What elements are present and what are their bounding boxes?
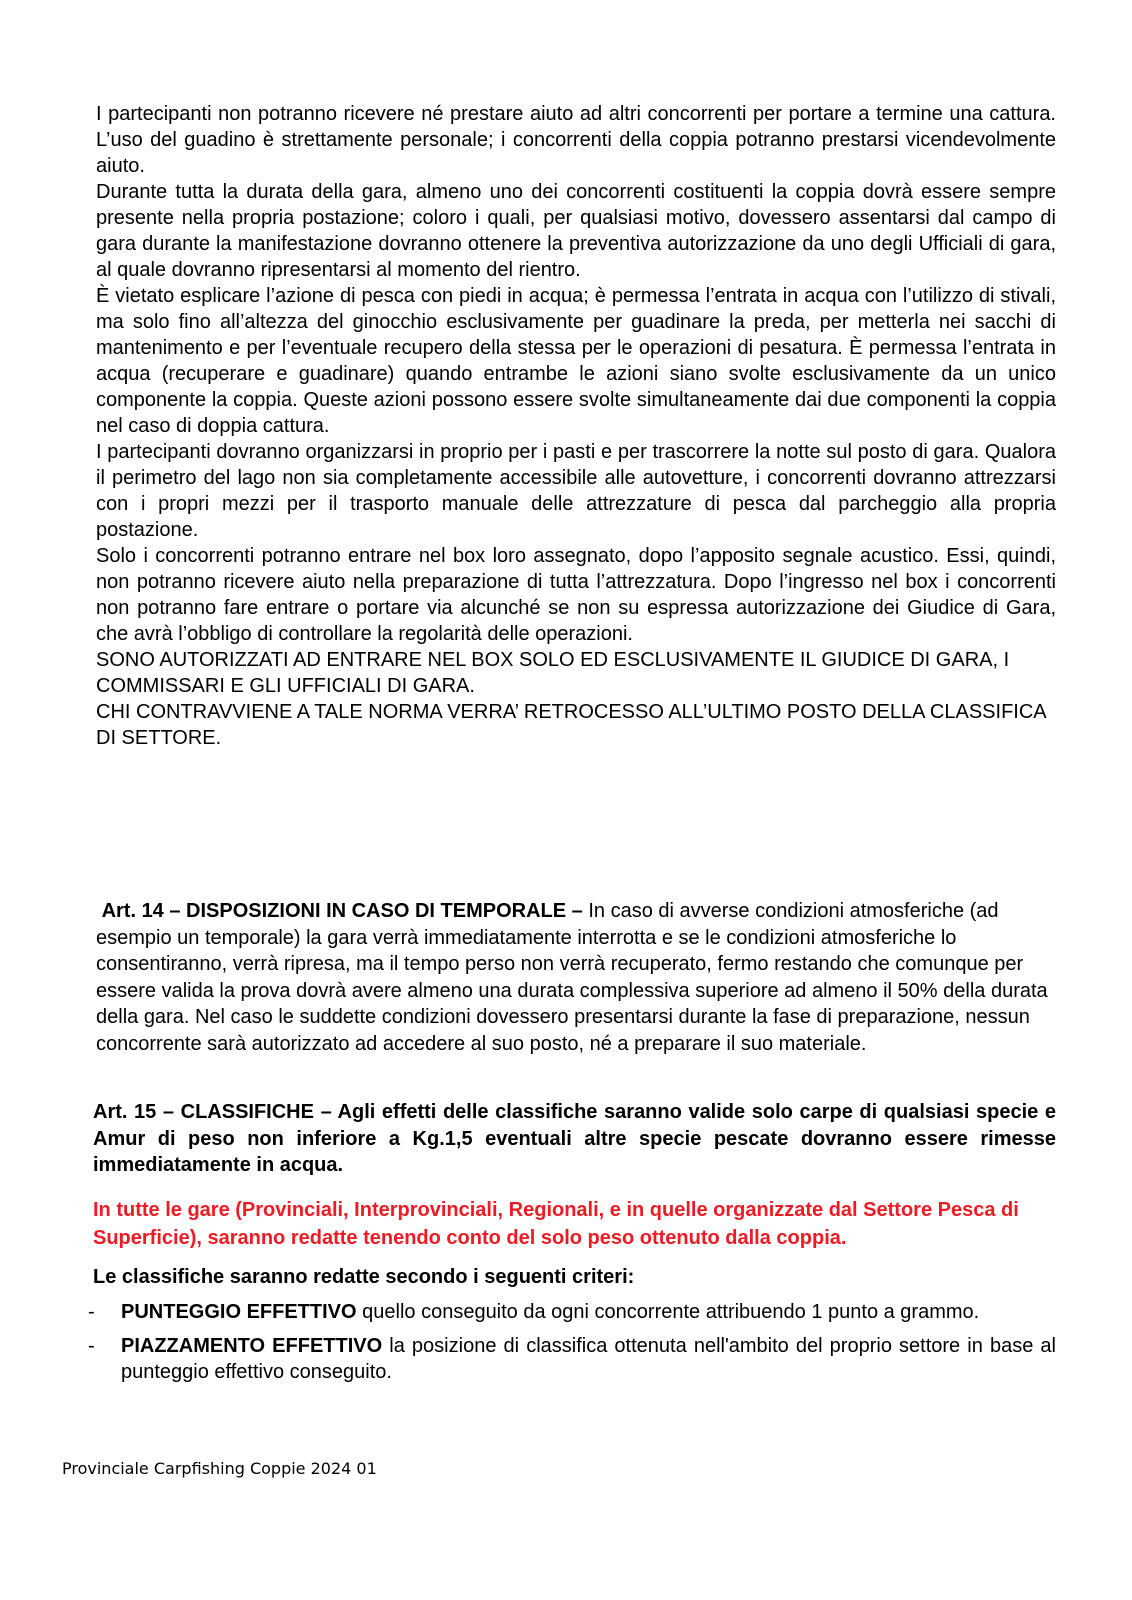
page-footer: Provinciale Carpfishing Coppie 2024 01: [62, 1459, 377, 1478]
paragraph-box-entry: Solo i concorrenti potranno entrare nel box loro assegnato, dopo l’apposito segnale acustico. Essi, quindi, non potranno ricevere aiuto nella preparazione di tutta l’attrezzatura. Dopo l’ingresso nel box i concorrenti non potranno fare entrare o portare via alcunché se non su espressa autorizzazione dei Giudice di Gara, che avrà l’obbligo di controllare la regolarità delle operazioni.: [96, 545, 1056, 645]
criteria-text: quello conseguito da ogni concorrente attribuendo 1 punto a grammo.: [356, 1301, 980, 1323]
regulation-body: [96, 101, 1056, 751]
paragraph-presence: Durante tutta la durata della gara, almeno uno dei concorrenti costituenti la coppia dovrà essere sempre presente nella propria postazione; coloro i quali, per qualsiasi motivo, dovessero assentarsi dal campo di gara durante la manifestazione dovranno ottenere la preventiva autorizzazione da uno degli Ufficiali di gara, al quale dovranno ripresentarsi al momento del rientro.: [96, 181, 1056, 281]
paragraph-assistance: I partecipanti non potranno ricevere né prestare aiuto ad altri concorrenti per portare a termine una cattura. L’uso del guadino è strettamente personale; i concorrenti della coppia potranno prestarsi vicendevolmente aiuto.: [96, 103, 1056, 177]
criteria-term: PIAZZAMENTO EFFETTIVO: [121, 1335, 383, 1357]
paragraph-penalty-caps: CHI CONTRAVVIENE A TALE NORMA VERRA’ RETROCESSO ALL’ULTIMO POSTO DELLA CLASSIFICA DI SETTORE.: [96, 701, 1046, 749]
criteria-text: la posizione di classifica ottenuta nell'ambito del proprio settore in base al punteggio effettivo conseguito.: [121, 1335, 1056, 1383]
red-notice: In tutte le gare (Provinciali, Interprovinciali, Regionali, e in quelle organizzate dal Settore Pesca di Superficie), saranno redatte tenendo conto del solo peso ottenuto dalla coppia.: [93, 1199, 1019, 1249]
list-dash: -: [88, 1301, 95, 1323]
list-dash: -: [88, 1335, 95, 1357]
criteria-term: PUNTEGGIO EFFETTIVO: [121, 1301, 357, 1323]
article-14-text: In caso di avverse condizioni atmosferiche (ad esempio un temporale) la gara verrà immediatamente interrotta e se le condizioni atmosferiche lo consentiranno, verrà ripresa, ma il tempo perso non verrà recuperato, fermo restando che comunque per essere valida la prova dovrà avere almeno una durata complessiva superiore ad almeno il 50% della durata della gara. Nel caso le suddette condizioni dovessero presentarsi durante la fase di preparazione, nessun concorrente sarà autorizzato ad accedere al suo posto, né a preparare il suo materiale.: [96, 900, 1048, 1055]
list-item: [88, 1333, 1056, 1385]
article-15: Art. 15 – CLASSIFICHE – Agli effetti delle classifiche saranno valide solo carpe di qualsiasi specie e Amur di peso non inferiore a Kg.1,5 eventuali altre specie pescate dovranno essere rimesse immediatamente in acqua.: [93, 1101, 1056, 1176]
criteria-title: Le classifiche saranno redatte secondo i seguenti criteri:: [93, 1266, 635, 1288]
paragraph-meals-night: I partecipanti dovranno organizzarsi in proprio per i pasti e per trascorrere la notte sul posto di gara. Qualora il perimetro del lago non sia completamente accessibile alle autovetture, i concorrenti dovranno attrezzarsi con i propri mezzi per il trasporto manuale delle attrezzature di pesca dal parcheggio alla propria postazione.: [96, 441, 1056, 541]
paragraph-water-entry: È vietato esplicare l’azione di pesca con piedi in acqua; è permessa l’entrata in acqua con l’utilizzo di stivali, ma solo fino all’altezza del ginocchio esclusivamente per guadinare la preda, per metterla nei sacchi di mantenimento e per l’eventuale recupero della stessa per le operazioni di pesatura. È permessa l’entrata in acqua (recuperare e guadinare) quando entrambe le azioni siano svolte esclusivamente da un unico componente la coppia. Queste azioni possono essere svolte simultaneamente dai due componenti la coppia nel caso di doppia cattura.: [96, 285, 1056, 437]
article-14: [96, 898, 1056, 1057]
list-item: [88, 1299, 1056, 1325]
article-14-heading: Art. 14 – DISPOSIZIONI IN CASO DI TEMPORALE –: [101, 900, 583, 922]
paragraph-authorized-caps: SONO AUTORIZZATI AD ENTRARE NEL BOX SOLO ED ESCLUSIVAMENTE IL GIUDICE DI GARA, I COMMISSARI E GLI UFFICIALI DI GARA.: [96, 649, 1010, 697]
criteria-list: [88, 1299, 1056, 1393]
